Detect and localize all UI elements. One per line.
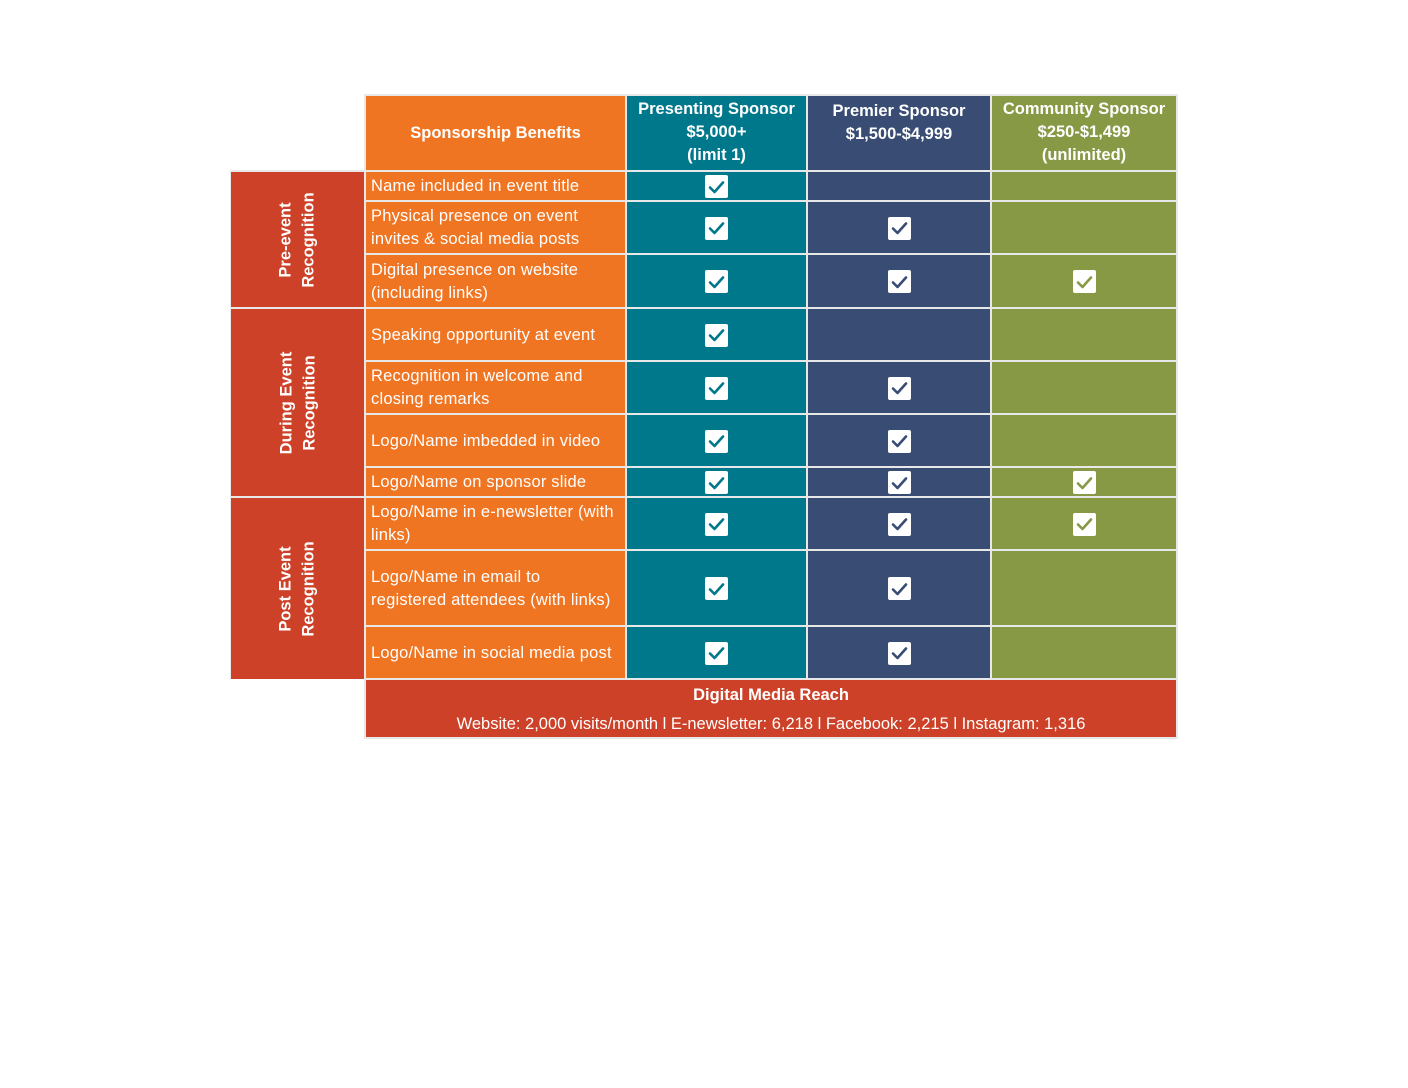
tier-cell [990,413,1178,467]
benefit-cell [364,496,625,550]
group-post-event [230,496,365,679]
checkbox-checked-icon [705,430,728,453]
checkbox-checked-icon [888,430,911,453]
group-label-line: Recognition [299,192,318,288]
checkbox-checked-icon [888,270,911,293]
benefit-cell [364,549,625,626]
group-pre-event [230,170,365,308]
footer-title: Digital Media Reach [693,686,849,704]
tier-cell [625,307,806,361]
benefit-cell [364,200,625,254]
group-during-event [230,307,365,497]
tier-cell [990,549,1178,626]
tier-cell [625,549,806,626]
checkbox-checked-icon [1073,513,1096,536]
tier-cell [990,170,1178,201]
tier-cell [806,413,990,467]
checkbox-checked-icon [888,513,911,536]
tier-cell [990,360,1178,414]
checkbox-checked-icon [705,324,728,347]
group-label-line: Recognition [300,355,318,451]
tier-cell [806,466,990,497]
benefit-label: Physical presence on event invites & social media posts [371,207,580,248]
checkbox-checked-icon [705,175,728,198]
tier-cell [625,200,806,254]
tier-cell [990,200,1178,254]
tier-cell [625,496,806,550]
benefit-label: Logo/Name on sponsor slide [371,473,587,491]
tier-cell [806,549,990,626]
tier-cell [806,360,990,414]
checkbox-checked-icon [705,471,728,494]
benefit-label: Logo/Name in e-newsletter (with links) [371,503,614,544]
tier-price: $250-$1,499 [1037,123,1131,141]
tier-cell [806,200,990,254]
tier-note: (limit 1) [687,146,746,164]
header-benefits-label: Sponsorship Benefits [410,124,581,142]
tier-cell [990,253,1178,308]
header-presenting-sponsor [625,94,806,171]
digital-media-reach-footer [364,678,1178,739]
checkbox-checked-icon [705,270,728,293]
benefit-cell [364,307,625,361]
tier-cell [806,496,990,550]
tier-cell [806,170,990,201]
tier-cell [625,466,806,497]
tier-cell [990,496,1178,550]
benefit-cell [364,466,625,497]
group-label-line: Pre-event [276,202,295,278]
benefit-cell [364,413,625,467]
tier-cell [990,466,1178,497]
header-premier-sponsor [806,94,990,171]
tier-cell [806,307,990,361]
checkbox-checked-icon [888,577,911,600]
tier-price: $1,500-$4,999 [845,125,953,143]
tier-name: Community Sponsor [1002,100,1166,118]
tier-cell [625,625,806,679]
checkbox-checked-icon [888,642,911,665]
checkbox-checked-icon [705,377,728,400]
benefit-label: Logo/Name imbedded in video [371,431,601,450]
benefit-cell [364,360,625,414]
benefit-label: Name included in event title [371,177,580,195]
tier-cell [625,170,806,201]
tier-cell [806,625,990,679]
group-label-line: During Event [277,351,295,455]
tier-note: (unlimited) [1041,146,1127,164]
group-label-line: Recognition [299,540,318,637]
checkbox-checked-icon [888,217,911,240]
tier-cell [625,360,806,414]
checkbox-checked-icon [888,377,911,400]
checkbox-checked-icon [705,577,728,600]
tier-cell [806,253,990,308]
tier-cell [625,253,806,308]
tier-name: Presenting Sponsor [638,100,795,118]
benefit-label: Recognition in welcome and closing remarks [371,367,583,408]
checkbox-checked-icon [1073,471,1096,494]
tier-price: $5,000+ [686,123,747,141]
footer-stats: Website: 2,000 visits/month l E-newsletter: 6,218 l Facebook: 2,215 l Instagram: 1,316 [456,715,1086,733]
checkbox-checked-icon [705,642,728,665]
benefit-label: Digital presence on website (including links) [371,260,579,302]
checkbox-checked-icon [1073,270,1096,293]
group-label-line: Post Event [276,545,295,632]
benefit-cell [364,253,625,308]
tier-cell [625,413,806,467]
tier-cell [990,307,1178,361]
checkbox-checked-icon [705,513,728,536]
header-benefits-cell [364,94,625,171]
tier-name: Premier Sponsor [832,102,966,120]
benefit-label: Speaking opportunity at event [371,325,596,344]
header-community-sponsor [990,94,1178,171]
checkbox-checked-icon [888,471,911,494]
benefit-cell [364,170,625,201]
benefit-label: Logo/Name in social media post [371,643,612,662]
benefit-cell [364,625,625,679]
benefit-label: Logo/Name in email to registered attendees (with links) [371,567,611,609]
tier-cell [990,625,1178,679]
checkbox-checked-icon [705,217,728,240]
